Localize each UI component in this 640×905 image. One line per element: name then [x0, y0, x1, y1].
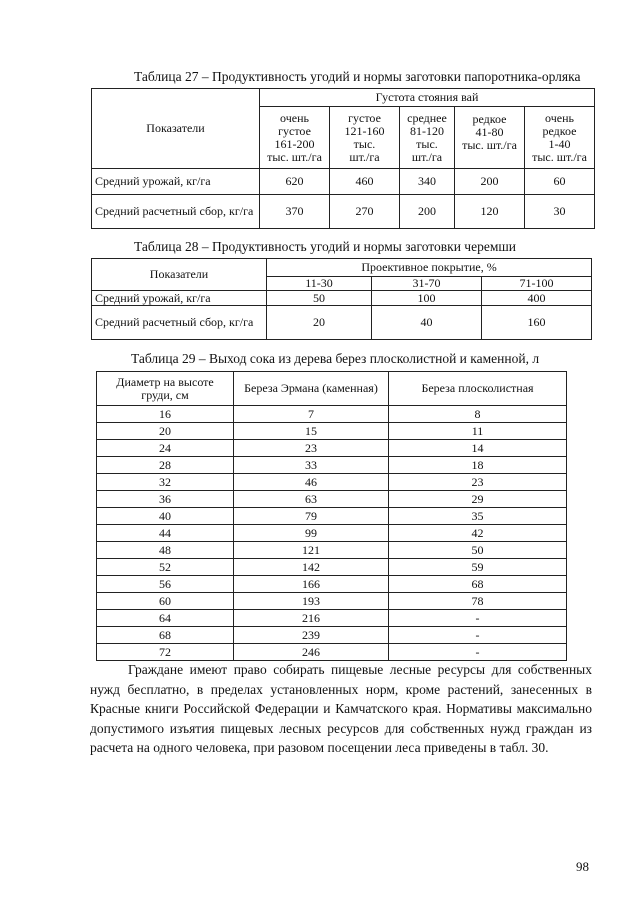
table-row	[97, 576, 567, 593]
cell: 11	[389, 423, 567, 440]
cell: 52	[97, 559, 234, 576]
table-29-header-flatleaf: Береза плосколистная	[389, 372, 567, 406]
table-row	[97, 542, 567, 559]
row-label: Средний урожай, кг/га	[92, 291, 267, 306]
cell: 48	[97, 542, 234, 559]
table-28-col-header: 11-30	[267, 277, 372, 291]
cell: 35	[389, 508, 567, 525]
table-row	[92, 306, 592, 340]
cell: 200	[400, 195, 455, 229]
cell: 620	[260, 169, 330, 195]
cell: 120	[455, 195, 525, 229]
table-row	[92, 169, 595, 195]
cell: 18	[389, 457, 567, 474]
table-row	[97, 644, 567, 661]
cell: 44	[97, 525, 234, 542]
cell: 270	[330, 195, 400, 229]
cell: 46	[234, 474, 389, 491]
table-29	[96, 371, 567, 661]
table-row	[97, 423, 567, 440]
table-27-col-header: густое 121-160 тыс. шт./га	[330, 107, 400, 169]
cell: 142	[234, 559, 389, 576]
table-28	[91, 258, 592, 340]
cell: 160	[482, 306, 592, 340]
row-label: Средний расчетный сбор, кг/га	[92, 306, 267, 340]
table-row	[97, 406, 567, 423]
cell: 23	[389, 474, 567, 491]
cell: 68	[97, 627, 234, 644]
table-29-header-erman: Береза Эрмана (каменная)	[234, 372, 389, 406]
cell: 15	[234, 423, 389, 440]
cell: 100	[372, 291, 482, 306]
table-27-caption: Таблица 27 – Продуктивность угодий и нормы заготовки папоротника-орляка	[134, 69, 581, 84]
table-row	[97, 610, 567, 627]
cell: 24	[97, 440, 234, 457]
cell: 40	[97, 508, 234, 525]
cell: 20	[97, 423, 234, 440]
cell: 56	[97, 576, 234, 593]
table-27-col-header: редкое 41-80 тыс. шт./га	[455, 107, 525, 169]
table-row	[97, 440, 567, 457]
table-27-col-header: среднее 81-120 тыс. шт./га	[400, 107, 455, 169]
cell: 23	[234, 440, 389, 457]
cell: 29	[389, 491, 567, 508]
cell: 370	[260, 195, 330, 229]
table-row	[97, 627, 567, 644]
cell: 30	[525, 195, 595, 229]
cell: 79	[234, 508, 389, 525]
cell: -	[389, 627, 567, 644]
cell: 68	[389, 576, 567, 593]
table-27-col-header: очень редкое 1-40 тыс. шт./га	[525, 107, 595, 169]
table-27-header-indicator: Показатели	[92, 89, 260, 169]
cell: 460	[330, 169, 400, 195]
table-29-header-diameter: Диаметр на высоте груди, см	[97, 372, 234, 406]
table-28-caption: Таблица 28 – Продуктивность угодий и нормы заготовки черемши	[134, 239, 516, 254]
table-28-col-header: 71-100	[482, 277, 592, 291]
cell: 14	[389, 440, 567, 457]
cell: 99	[234, 525, 389, 542]
table-row	[97, 474, 567, 491]
cell: 239	[234, 627, 389, 644]
row-label: Средний урожай, кг/га	[92, 169, 260, 195]
table-28-col-header: 31-70	[372, 277, 482, 291]
cell: 36	[97, 491, 234, 508]
table-row	[97, 593, 567, 610]
cell: 32	[97, 474, 234, 491]
cell: 72	[97, 644, 234, 661]
cell: 16	[97, 406, 234, 423]
cell: 200	[455, 169, 525, 195]
table-28-header-indicator: Показатели	[92, 259, 267, 291]
cell: 59	[389, 559, 567, 576]
cell: 60	[97, 593, 234, 610]
cell: 8	[389, 406, 567, 423]
cell: 78	[389, 593, 567, 610]
cell: 193	[234, 593, 389, 610]
cell: 340	[400, 169, 455, 195]
table-row	[97, 457, 567, 474]
table-row	[92, 195, 595, 229]
cell: 166	[234, 576, 389, 593]
cell: -	[389, 610, 567, 627]
cell: 50	[389, 542, 567, 559]
table-27-header-group: Густота стояния вай	[260, 89, 595, 107]
table-28-header-group: Проективное покрытие, %	[267, 259, 592, 277]
table-27-col-header: очень густое 161-200 тыс. шт./га	[260, 107, 330, 169]
table-row	[97, 491, 567, 508]
cell: 42	[389, 525, 567, 542]
table-29-caption: Таблица 29 – Выход сока из дерева берез плосколистной и каменной, л	[131, 351, 540, 366]
paragraph-text: Граждане имеют право собирать пищевые лесные ресурсы для собственных нужд бесплатно, в пределах установленных норм, кроме растений, занесенных в Красные книги Российской Федерации и Камчатского края. Нормативы максимально допустимого изъятия пищевых лесных ресурсов для собственных нужд граждан из расчета на одного человека, при разовом посещении леса приведены в табл. 30.	[90, 662, 592, 756]
table-row	[97, 559, 567, 576]
table-row	[97, 508, 567, 525]
cell: -	[389, 644, 567, 661]
cell: 121	[234, 542, 389, 559]
cell: 216	[234, 610, 389, 627]
page-number: 98	[576, 859, 589, 874]
body-paragraph	[90, 660, 592, 758]
cell: 7	[234, 406, 389, 423]
cell: 20	[267, 306, 372, 340]
cell: 63	[234, 491, 389, 508]
cell: 40	[372, 306, 482, 340]
cell: 60	[525, 169, 595, 195]
cell: 50	[267, 291, 372, 306]
cell: 28	[97, 457, 234, 474]
table-row	[97, 525, 567, 542]
row-label: Средний расчетный сбор, кг/га	[92, 195, 260, 229]
table-27	[91, 88, 595, 229]
cell: 246	[234, 644, 389, 661]
cell: 400	[482, 291, 592, 306]
cell: 64	[97, 610, 234, 627]
table-row	[92, 291, 592, 306]
cell: 33	[234, 457, 389, 474]
